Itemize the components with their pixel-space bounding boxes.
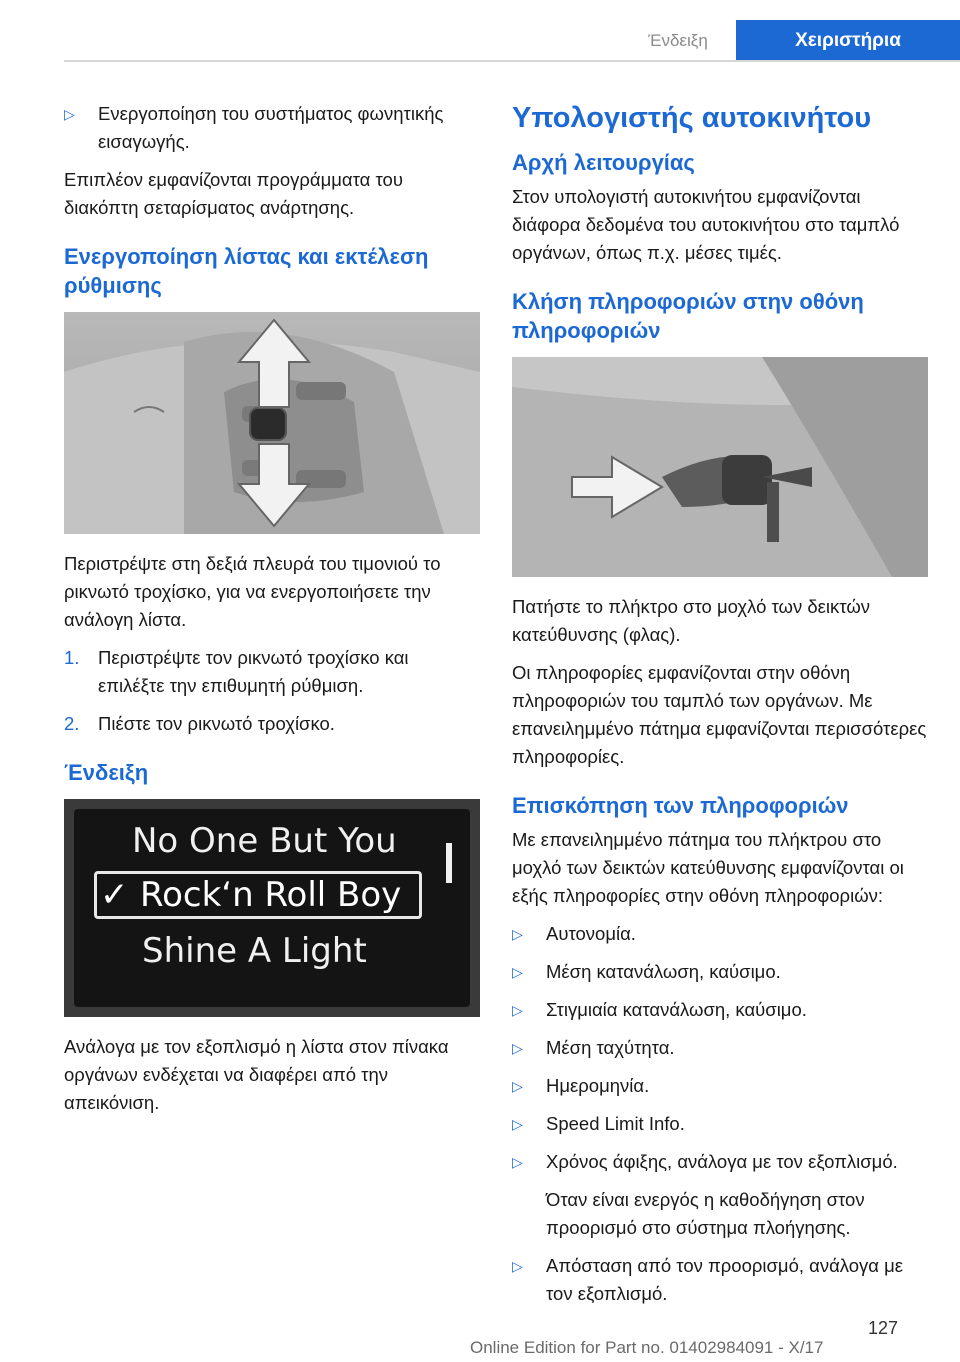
list-entry: Shine A Light: [142, 931, 367, 971]
edition-footer: Online Edition for Part no. 01402984091 - X/17: [470, 1338, 824, 1357]
step-item: 1. Περιστρέψτε τον ρικνωτό τροχίσκο και επιλέξτε την επιθυμητή ρύθμιση.: [64, 647, 409, 696]
check-icon: ✓: [100, 875, 129, 915]
list-item: ▷ Μέση ταχύτητα.: [512, 1034, 928, 1062]
list-item: ▷ Μέση κατανάλωση, καύσιμο.: [512, 958, 928, 986]
paragraph-turn-wheel: Περιστρέψτε στη δεξιά πλευρά του τιμονιού το ρικνωτό τροχίσκο, για να ενεργοποιήσετε την ανάλογη λίστα.: [64, 553, 441, 630]
paragraph-extra: Επιπλέον εμφανίζονται προγράμματα του διακόπτη σεταρίσματος ανάρτησης.: [64, 169, 403, 218]
step-item: 2. Πιέστε τον ρικνωτό τροχίσκο.: [64, 713, 335, 734]
triangle-bullet-icon: ▷: [512, 1002, 523, 1018]
triangle-bullet-icon: ▷: [512, 1154, 523, 1170]
heading-call-info: Κλήση πληροφοριών στην οθόνη πληροφοριών: [512, 289, 864, 343]
heading-display: Ένδειξη: [64, 760, 149, 785]
heading-activate-list: Ενεργοποίηση λίστας και εκτέλεση ρύθμισης: [64, 244, 429, 298]
right-column: [512, 100, 928, 1318]
section-tab-display[interactable]: Ένδειξη: [648, 31, 708, 50]
triangle-bullet-icon: ▷: [64, 106, 75, 122]
display-list-figure: [64, 799, 480, 1017]
list-item: ▷ Απόσταση από τον προορισμό, ανάλογα με τον εξοπλισμό.: [512, 1252, 928, 1308]
page-header: [0, 20, 960, 62]
triangle-bullet-icon: ▷: [512, 1040, 523, 1056]
paragraph-overview: Με επανειλημμένο πάτημα του πλήκτρου στο μοχλό των δεικτών κατεύθυνσης εμφανίζονται οι εξής πληροφορίες στην οθόνη πληροφοριών:: [512, 829, 904, 906]
triangle-bullet-icon: ▷: [512, 1258, 523, 1274]
paragraph-variant: Ανάλογα με τον εξοπλισμό η λίστα στον πίνακα οργάνων ενδέχεται να διαφέρει από την απεικόνιση.: [64, 1036, 449, 1113]
list-item: ▷ Ημερομηνία.: [512, 1072, 928, 1100]
list-entry: No One But You: [132, 821, 397, 861]
list-item: ▷ Ενεργοποίηση του συστήματος φωνητικής εισαγωγής.: [64, 100, 480, 156]
heading-onboard-computer: Υπολογιστής αυτοκινήτου: [512, 102, 872, 134]
list-item: ▷ Speed Limit Info.: [512, 1110, 928, 1138]
list-item: ▷ Χρόνος άφιξης, ανάλογα με τον εξοπλισμό.: [512, 1148, 928, 1176]
left-column: [64, 100, 480, 1127]
list-item: ▷ Στιγμιαία κατανάλωση, καύσιμο.: [512, 996, 928, 1024]
heading-principle: Αρχή λειτουργίας: [512, 150, 695, 175]
triangle-bullet-icon: ▷: [512, 1078, 523, 1094]
triangle-bullet-icon: ▷: [512, 926, 523, 942]
paragraph-press-button: Πατήστε το πλήκτρο στο μοχλό των δεικτών κατεύθυνσης (φλας).: [512, 596, 871, 645]
list-item: ▷ Αυτονομία.: [512, 920, 928, 948]
paragraph-principle: Στον υπολογιστή αυτοκινήτου εμφανίζονται διάφορα δεδομένα του αυτοκινήτου στο ταμπλό οργάνων, όπως π.χ. μέσες τιμές.: [512, 186, 900, 263]
triangle-bullet-icon: ▷: [512, 1116, 523, 1132]
triangle-bullet-icon: ▷: [512, 964, 523, 980]
header-divider: [64, 60, 960, 62]
steering-wheel-thumbwheel-figure: [64, 312, 480, 534]
heading-overview: Επισκόπηση των πληροφοριών: [512, 793, 849, 818]
paragraph-info-shown: Οι πληροφορίες εμφανίζονται στην οθόνη πληροφοριών του ταμπλό των οργάνων. Με επανειλημμένο πάτημα εμφανίζονται περισσότερες πληροφορίες.: [512, 662, 927, 767]
list-entry-selected: Rock‘n Roll Boy: [140, 875, 402, 915]
scroll-indicator: [446, 843, 452, 883]
turn-signal-lever-figure: [512, 357, 928, 577]
page-number: 127: [867, 1318, 898, 1338]
section-tab-controls[interactable]: Χειριστήρια: [736, 20, 960, 62]
list-item-note: Όταν είναι ενεργός η καθοδήγηση στον προορισμό στο σύστημα πλοήγησης.: [546, 1189, 865, 1238]
